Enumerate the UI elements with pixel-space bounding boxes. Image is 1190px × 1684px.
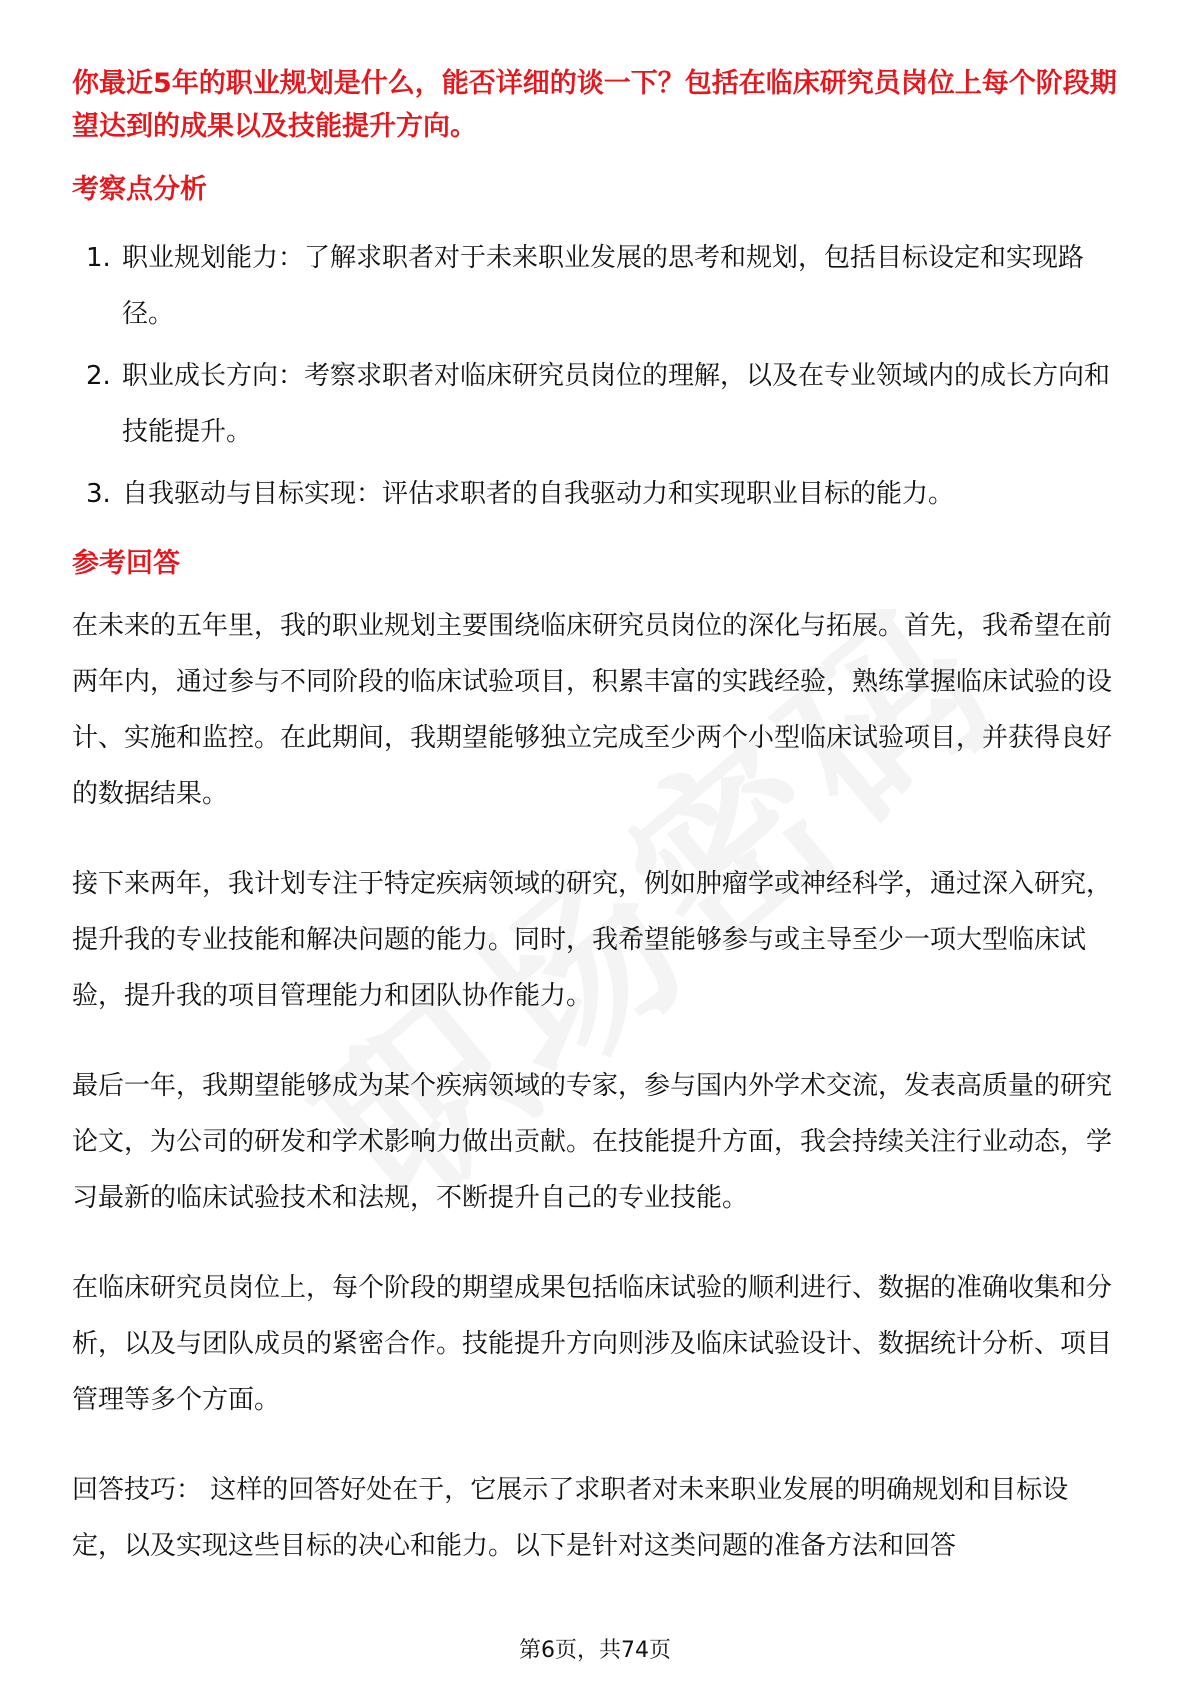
point-number: 1.	[86, 243, 111, 273]
analysis-heading: 考察点分析	[72, 174, 207, 205]
answer-paragraph: 接下来两年，我计划专注于特定疾病领域的研究，例如肿瘤学或神经科学，通过深入研究，提升我的专业技能和解决问题的能力。同时，我希望能够参与或主导至少一项大型临床试验，提升我的项目管理能力和团队协作能力。	[72, 869, 1113, 1011]
document-page	[72, 62, 1118, 1608]
analysis-point	[72, 466, 1118, 522]
point-text: 自我驱动与目标实现：评估求职者的自我驱动力和实现职业目标的能力。	[122, 479, 955, 509]
answer-paragraph: 在临床研究员岗位上，每个阶段的期望成果包括临床试验的顺利进行、数据的准确收集和分析，以及与团队成员的紧密合作。技能提升方向则涉及临床试验设计、数据统计分析、项目管理等多个方面。	[72, 1273, 1113, 1415]
point-number: 3.	[86, 479, 111, 509]
question-heading: 你最近5年的职业规划是什么，能否详细的谈一下？包括在临床研究员岗位上每个阶段期望达到的成果以及技能提升方向。	[72, 68, 1117, 142]
point-text: 职业规划能力：了解求职者对于未来职业发展的思考和规划，包括目标设定和实现路径。	[122, 243, 1085, 329]
point-number: 2.	[86, 361, 111, 391]
answer-tips-paragraph: 回答技巧： 这样的回答好处在于，它展示了求职者对未来职业发展的明确规划和目标设定，以及实现这些目标的决心和能力。以下是针对这类问题的准备方法和回答	[72, 1475, 1069, 1561]
point-text: 职业成长方向：考察求职者对临床研究员岗位的理解，以及在专业领域内的成长方向和技能提升。	[122, 361, 1111, 447]
analysis-point	[72, 348, 1118, 460]
answer-heading: 参考回答	[72, 548, 180, 579]
answer-body	[72, 598, 1118, 1574]
answer-paragraph: 最后一年，我期望能够成为某个疾病领域的专家，参与国内外学术交流，发表高质量的研究论文，为公司的研发和学术影响力做出贡献。在技能提升方面，我会持续关注行业动态，学习最新的临床试验技术和法规，不断提升自己的专业技能。	[72, 1071, 1113, 1213]
analysis-point	[72, 230, 1118, 342]
answer-paragraph: 在未来的五年里，我的职业规划主要围绕临床研究员岗位的深化与拓展。首先，我希望在前两年内，通过参与不同阶段的临床试验项目，积累丰富的实践经验，熟练掌握临床试验的设计、实施和监控。在此期间，我期望能够独立完成至少两个小型临床试验项目，并获得良好的数据结果。	[72, 611, 1113, 809]
analysis-points-list	[72, 230, 1118, 522]
page-number-footer: 第6页，共74页	[519, 1638, 671, 1663]
